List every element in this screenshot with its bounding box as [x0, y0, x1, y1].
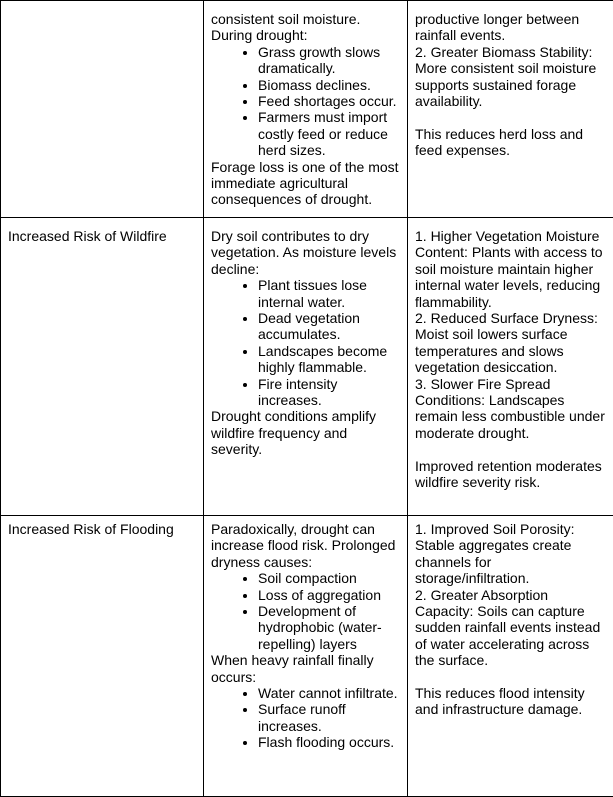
benefit-cell — [408, 1, 613, 218]
topic-label: Increased Risk of Flooding — [8, 521, 196, 537]
topic-cell — [1, 1, 204, 218]
impact-text: consistent soil moisture. — [211, 11, 400, 27]
list-item: • Feed shortages occur. — [258, 93, 400, 109]
impact-text: Paradoxically, drought can increase flood risk. Prolonged dryness causes: — [211, 521, 400, 570]
list-item: • Biomass declines. — [258, 77, 400, 93]
list-item: • Plant tissues lose internal water. — [258, 277, 400, 310]
impact-text: When heavy rainfall finally occurs: — [211, 652, 400, 685]
impact-cell — [204, 516, 408, 797]
list-item: • Grass growth slows dramatically. — [258, 44, 400, 77]
impact-bullet-list — [211, 685, 400, 751]
benefit-cell — [408, 218, 613, 516]
list-item: • Water cannot infiltrate. — [258, 685, 400, 701]
topic-cell — [1, 516, 204, 797]
benefit-text: 3. Slower Fire Spread Conditions: Landscapes remain less combustible under moderate drought. — [415, 376, 606, 442]
impact-bullet-list — [211, 570, 400, 652]
topic-label: Increased Risk of Wildfire — [8, 228, 196, 244]
impact-text: Drought conditions amplify wildfire frequency and severity. — [211, 408, 400, 457]
benefit-text: 2. Greater Absorption Capacity: Soils can capture sudden rainfall events instead of water accelerating across the surface. — [415, 587, 606, 669]
impact-text: Dry soil contributes to dry vegetation. As moisture levels decline: — [211, 228, 400, 277]
benefit-summary: This reduces flood intensity and infrastructure damage. — [415, 685, 606, 718]
benefit-summary: Improved retention moderates wildfire severity risk. — [415, 458, 606, 491]
list-item: • Dead vegetation accumulates. — [258, 310, 400, 343]
list-item: • Development of hydrophobic (water-repelling) layers — [258, 603, 400, 652]
benefit-text: productive longer between rainfall events. — [415, 11, 606, 44]
list-item: • Fire intensity increases. — [258, 376, 400, 409]
benefit-text: 1. Higher Vegetation Moisture Content: Plants with access to soil moisture maintain higher internal water levels, reducing flammability. — [415, 228, 606, 310]
impact-text: Forage loss is one of the most immediate agricultural consequences of drought. — [211, 159, 400, 208]
list-item: • Landscapes become highly flammable. — [258, 343, 400, 376]
list-item: • Surface runoff increases. — [258, 701, 400, 734]
impact-text: During drought: — [211, 27, 400, 43]
benefit-text: 2. Reduced Surface Dryness: Moist soil lowers surface temperatures and slows vegetation desiccation. — [415, 310, 606, 376]
table-row — [1, 516, 613, 797]
list-item: • Loss of aggregation — [258, 587, 400, 603]
benefit-text: 2. Greater Biomass Stability: More consistent soil moisture supports sustained forage availability. — [415, 44, 606, 110]
impact-bullet-list — [211, 44, 400, 159]
impact-cell — [204, 218, 408, 516]
list-item: • Flash flooding occurs. — [258, 734, 400, 750]
benefit-cell — [408, 516, 613, 797]
impact-bullet-list — [211, 277, 400, 408]
table-row — [1, 218, 613, 516]
list-item: • Soil compaction — [258, 570, 400, 586]
benefit-text: 1. Improved Soil Porosity: Stable aggregates create channels for storage/infiltration. — [415, 521, 606, 587]
impact-cell — [204, 1, 408, 218]
topic-cell — [1, 218, 204, 516]
benefit-summary: This reduces herd loss and feed expenses. — [415, 126, 606, 159]
list-item: • Farmers must import costly feed or reduce herd sizes. — [258, 109, 400, 158]
table-row — [1, 1, 613, 218]
